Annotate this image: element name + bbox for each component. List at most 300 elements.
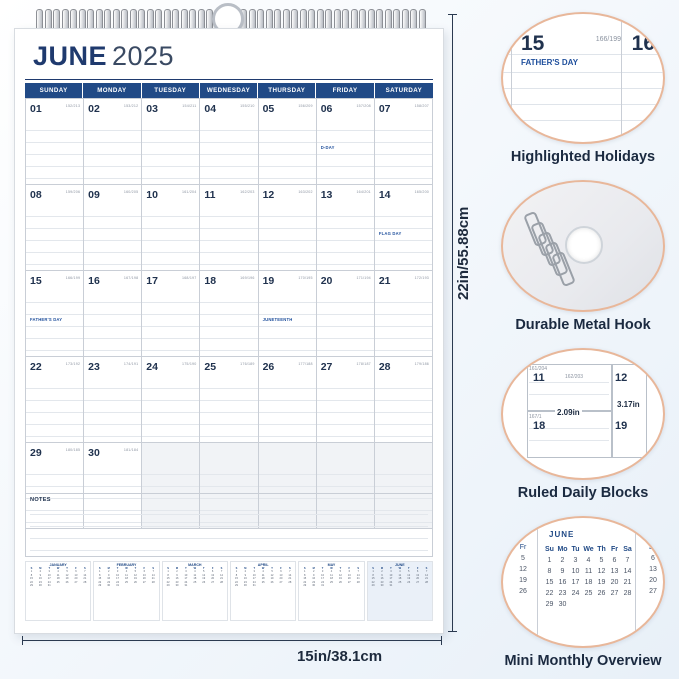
mini-day: 20 (279, 577, 283, 581)
mini-day: 21 (356, 577, 360, 581)
ruled-lines (259, 377, 316, 442)
mini-day: 12 (65, 573, 69, 577)
mini-day: 11 (56, 573, 60, 577)
feature-3-julian-18: 167/1 (529, 414, 542, 420)
ruled-lines (26, 377, 83, 442)
mini-weekday: M (380, 567, 384, 570)
ruled-lines (26, 119, 83, 184)
weekday-header-row (25, 83, 433, 98)
day-cell-24[interactable] (142, 357, 200, 443)
mini-day: 28 (356, 580, 360, 584)
mini-day: 4 (399, 570, 401, 574)
day-cell-13[interactable] (317, 185, 375, 271)
mini-day: 26 (338, 580, 342, 584)
mini-day: 17 (571, 579, 580, 586)
day-cell-12[interactable] (259, 185, 317, 271)
day-number: 19 (262, 275, 275, 287)
year-label: 2025 (111, 41, 175, 71)
mini-day: 11 (261, 573, 265, 577)
mini-weekday: T (271, 567, 273, 570)
mini-weekday: S (372, 567, 374, 570)
day-number: 20 (320, 275, 333, 287)
ruled-lines (317, 205, 374, 270)
mini-month-january[interactable] (25, 561, 91, 621)
mini-day: 15 (166, 577, 170, 581)
julian-date: 153/212 (123, 104, 139, 108)
mini-day: 22 (166, 580, 170, 584)
mini-day: 10 (116, 573, 120, 577)
julian-date: 155/210 (240, 104, 255, 108)
day-cell-18[interactable] (200, 271, 258, 357)
mini-day: 29 (371, 584, 375, 588)
metal-hook-icon (565, 226, 603, 264)
mini-day: 16 (243, 577, 247, 581)
notes-rule-line (30, 527, 428, 539)
mini-day: 5 (599, 557, 604, 564)
julian-date: 169/196 (240, 276, 255, 280)
mini-day: 14 (425, 573, 428, 577)
ruled-lines (375, 119, 432, 184)
mini-weekday: W (398, 567, 402, 570)
mini-day: 18 (125, 577, 128, 581)
mini-day: 17 (47, 577, 51, 581)
mini-weekday: M (244, 567, 247, 570)
mini-day: 2 (107, 570, 110, 574)
day-number: 07 (378, 103, 391, 115)
day-cell-21[interactable] (375, 271, 433, 357)
mini-day: 12 (202, 573, 206, 577)
mini-day: 3 (573, 557, 578, 564)
julian-date: 163/202 (298, 190, 313, 194)
mini-day: 23 (107, 580, 111, 584)
mini-day: 8 (547, 568, 552, 575)
mini-day: 3 (48, 570, 50, 574)
day-number: 26 (262, 361, 275, 373)
day-cell-01[interactable] (26, 99, 84, 185)
mini-weekday: S (357, 567, 360, 570)
mini-day: 8 (235, 573, 238, 577)
julian-date: 180/185 (65, 448, 81, 452)
mini-day: 17 (389, 577, 393, 581)
notes-label: NOTES (30, 497, 51, 503)
mini-day: 8 (99, 573, 101, 577)
mini-day: 15 (371, 577, 375, 581)
mini-day: 24 (571, 590, 580, 597)
mini-day (72, 584, 81, 587)
mini-day: 3 (185, 570, 187, 574)
holiday-label: FATHER'S DAY (30, 317, 63, 322)
mini-day: 20 (610, 579, 619, 586)
mini-day: 17 (252, 577, 256, 581)
mini-day: 9 (244, 573, 247, 577)
mini-day: 5 (271, 570, 273, 574)
mini-weekday: Th (597, 546, 606, 553)
mini-day (122, 584, 131, 587)
day-cell-22[interactable] (26, 357, 84, 443)
ruled-lines (259, 291, 316, 356)
mini-day: 11 (330, 573, 333, 577)
mini-day: 17 (184, 577, 188, 581)
mini-day: 26 (407, 580, 411, 584)
mini-day: 11 (398, 573, 402, 577)
ruled-lines (142, 291, 199, 356)
feature-1-day-left: 15 (521, 32, 545, 55)
mini-day: 6 (75, 570, 77, 574)
mini-month-march[interactable] (162, 561, 228, 621)
ruled-lines (200, 377, 257, 442)
julian-date: 179/186 (414, 362, 429, 366)
mini-day: 1 (30, 570, 33, 574)
day-cell-17[interactable] (142, 271, 200, 357)
feature-1-image (501, 12, 665, 144)
feature-ruled-daily-blocks (495, 348, 671, 501)
mini-day: 19 (202, 577, 206, 581)
mini-day: 8 (372, 573, 374, 577)
mini-day: 22 (371, 580, 375, 584)
mini-weekday: T (202, 567, 205, 570)
day-cell-07[interactable] (375, 99, 433, 185)
month-grid (25, 83, 433, 529)
day-cell-23[interactable] (84, 357, 142, 443)
day-number: 16 (88, 275, 100, 287)
mini-weekday: W (193, 567, 197, 570)
mini-weekday: T (66, 567, 68, 570)
day-number: 06 (320, 103, 333, 115)
day-cell-09[interactable] (84, 185, 142, 271)
month-label: JUNE (33, 41, 108, 71)
mini-day: 1 (547, 557, 552, 564)
mini-weekday: S (425, 567, 428, 570)
mini-weekday: S (98, 567, 101, 570)
mini-month-april[interactable] (230, 561, 296, 621)
day-number: 10 (146, 189, 158, 201)
mini-day: 4 (194, 570, 196, 574)
mini-left-cell: 19 (519, 577, 527, 584)
mini-day: 27 (610, 590, 619, 597)
julian-date: 164/201 (356, 190, 371, 194)
mini-day: 10 (184, 573, 188, 577)
mini-day: 18 (261, 577, 265, 581)
mini-day: 18 (330, 577, 333, 581)
ruled-lines (375, 205, 432, 270)
mini-month-june[interactable] (367, 561, 433, 621)
mini-day: 29 (303, 584, 307, 588)
mini-weekday: Su (545, 546, 554, 553)
julian-date: 161/204 (182, 190, 197, 194)
mini-month-title: JUNE (395, 563, 405, 567)
mini-day: 25 (261, 580, 265, 584)
mini-day (149, 584, 158, 587)
mini-day: 14 (83, 573, 87, 577)
mini-day (285, 584, 294, 587)
mini-day: 4 (330, 570, 333, 574)
mini-day: 6 (211, 570, 214, 574)
mini-day: 30 (312, 584, 316, 588)
day-cell-20[interactable] (317, 271, 375, 357)
mini-day: 19 (270, 577, 274, 581)
mini-day: 29 (30, 584, 33, 588)
ruled-lines (142, 205, 199, 270)
mini-day: 14 (623, 568, 632, 575)
holiday-label: D-DAY (320, 145, 335, 150)
mini-day (413, 584, 422, 587)
julian-date: 162/203 (240, 190, 255, 194)
mini-day: 13 (347, 573, 351, 577)
ruled-lines (26, 205, 83, 270)
ruled-lines (142, 119, 199, 184)
mini-day: 28 (288, 580, 292, 584)
mini-day: 4 (57, 570, 59, 574)
mini-day: 13 (610, 568, 619, 575)
mini-day: 22 (545, 590, 554, 597)
mini-day: 26 (202, 580, 206, 584)
mini-weekday: F (75, 567, 77, 570)
mini-day (354, 584, 363, 587)
mini-day: 15 (303, 577, 307, 581)
mini-weekday: Sa (623, 546, 632, 553)
mini-day: 6 (348, 570, 351, 574)
day-cell-11[interactable] (200, 185, 258, 271)
mini-day: 30 (175, 584, 179, 588)
mini-weekday: S (152, 567, 155, 570)
mini-month-may[interactable] (298, 561, 364, 621)
mini-day: 31 (252, 584, 256, 588)
mini-day: 17 (321, 577, 325, 581)
mini-day: 27 (211, 580, 215, 584)
ruled-lines (375, 377, 432, 442)
mini-day: 22 (303, 580, 307, 584)
mini-day (395, 584, 404, 587)
day-cell-02[interactable] (84, 99, 142, 185)
feature-4-mini-grid (543, 544, 634, 610)
mini-day: 14 (151, 573, 155, 577)
feature-durable-metal-hook (495, 180, 671, 333)
mini-day: 2 (176, 570, 178, 574)
julian-date: 154/211 (182, 104, 197, 108)
mini-day: 10 (389, 573, 393, 577)
day-cell-04[interactable] (200, 99, 258, 185)
mini-day: 21 (151, 577, 155, 581)
mini-weekday: Tu (571, 546, 580, 553)
mini-right-cell: Su (648, 544, 658, 551)
mini-weekday: S (220, 567, 223, 570)
mini-day: 7 (220, 570, 223, 574)
feature-4-month-label: JUNE (549, 530, 575, 539)
mini-day (277, 584, 286, 587)
mini-day: 12 (407, 573, 411, 577)
week-row (26, 99, 433, 185)
mini-month-title: MARCH (188, 563, 202, 567)
mini-weekday: W (330, 567, 333, 570)
ruled-lines (200, 119, 257, 184)
mini-day: 21 (623, 579, 632, 586)
day-cell-05[interactable] (259, 99, 317, 185)
mini-day: 1 (167, 570, 169, 574)
feature-3-day-11: 11 (533, 372, 545, 384)
mini-day: 27 (279, 580, 283, 584)
mini-day: 18 (193, 577, 197, 581)
page-title (33, 41, 174, 72)
mini-month-title: APRIL (257, 563, 269, 567)
weekday-header-sunday: SUNDAY (25, 83, 83, 98)
mini-day: 9 (39, 573, 42, 577)
day-number: 14 (378, 189, 391, 201)
ruled-lines (259, 119, 316, 184)
mini-day (199, 584, 208, 587)
mini-day: 10 (321, 573, 325, 577)
mini-day: 23 (38, 580, 42, 584)
day-cell-10[interactable] (142, 185, 200, 271)
day-number: 24 (146, 361, 158, 373)
feature-3-day-19: 19 (615, 420, 628, 432)
mini-weekday: S (84, 567, 86, 570)
mini-day: 13 (211, 573, 215, 577)
mini-weekday: S (303, 567, 306, 570)
mini-day: 6 (280, 570, 282, 574)
mini-day (259, 584, 268, 587)
day-cell-26[interactable] (259, 357, 317, 443)
day-number: 17 (146, 275, 158, 287)
mini-day: 3 (321, 570, 324, 574)
julian-date: 167/198 (123, 276, 139, 280)
mini-day: 5 (203, 570, 205, 574)
mini-day: 4 (262, 570, 264, 574)
mini-day: 28 (83, 580, 87, 584)
mini-weekday: W (261, 567, 265, 570)
feature-1-julian: 166/199 (595, 36, 621, 43)
day-number: 30 (88, 447, 100, 459)
mini-day: 2 (381, 570, 383, 574)
day-cell-14[interactable] (375, 185, 433, 271)
julian-date: 160/205 (123, 190, 139, 194)
mini-weekday: F (211, 567, 214, 570)
day-number: 01 (30, 103, 42, 115)
mini-day: 11 (584, 568, 593, 575)
feature-4-image (501, 516, 665, 648)
mini-day: 12 (270, 573, 274, 577)
day-number: 29 (30, 447, 42, 459)
mini-weekday: M (39, 567, 42, 570)
ruled-lines (84, 119, 141, 184)
julian-date: 177/188 (298, 362, 313, 366)
mini-day: 5 (408, 570, 410, 574)
mini-weekday: Fr (611, 546, 618, 553)
mini-weekday: S (167, 567, 169, 570)
mini-day: 21 (83, 577, 87, 581)
mini-day: 18 (56, 577, 60, 581)
day-cell-19[interactable] (259, 271, 317, 357)
notes-section (25, 493, 433, 557)
weekday-header-monday: MONDAY (83, 83, 141, 98)
day-cell-08[interactable] (26, 185, 84, 271)
mini-day: 12 (597, 568, 606, 575)
feature-3-julian-corner: 161/204 (529, 366, 548, 372)
mini-month-february[interactable] (93, 561, 159, 621)
mini-day: 20 (142, 577, 146, 581)
mini-day: 22 (30, 580, 33, 584)
mini-day: 27 (347, 580, 351, 584)
mini-weekday: T (253, 567, 256, 570)
ruled-lines (26, 291, 83, 356)
mini-day: 16 (558, 579, 567, 586)
mini-day: 26 (270, 580, 274, 584)
day-cell-28[interactable] (375, 357, 433, 443)
feature-3-width-measure: 2.09in (557, 408, 580, 417)
mini-day: 12 (338, 573, 342, 577)
mini-day: 19 (407, 577, 411, 581)
day-cell-27[interactable] (317, 357, 375, 443)
mini-day: 13 (279, 573, 283, 577)
day-number: 21 (378, 275, 391, 287)
day-number: 03 (146, 103, 158, 115)
mini-day: 5 (134, 570, 137, 574)
mini-day: 22 (98, 580, 102, 584)
day-cell-03[interactable] (142, 99, 200, 185)
mini-day: 16 (175, 577, 179, 581)
feature-2-caption: Durable Metal Hook (515, 317, 651, 333)
mini-day: 29 (98, 584, 102, 588)
mini-day: 2 (312, 570, 315, 574)
feature-2-image (501, 180, 665, 312)
mini-weekday: S (235, 567, 238, 570)
mini-day: 27 (74, 580, 78, 584)
feature-1-caption: Highlighted Holidays (510, 149, 656, 165)
mini-day: 2 (244, 570, 247, 574)
ruled-lines (375, 291, 432, 356)
holiday-label: FLAG DAY (378, 231, 402, 236)
mini-day: 21 (288, 577, 292, 581)
day-cell-16[interactable] (84, 271, 142, 357)
mini-day (217, 584, 226, 587)
mini-weekday: F (416, 567, 419, 570)
day-cell-06[interactable] (317, 99, 375, 185)
day-cell-15[interactable] (26, 271, 84, 357)
feature-4-right-column (641, 542, 665, 597)
mini-right-cell: 20 (649, 577, 657, 584)
day-number: 28 (378, 361, 391, 373)
julian-date: 171/194 (356, 276, 371, 280)
mini-day: 24 (389, 580, 393, 584)
mini-day: 18 (398, 577, 402, 581)
mini-day: 14 (220, 573, 223, 577)
calendar-page (14, 28, 444, 634)
mini-weekday: T (134, 567, 137, 570)
mini-right-cell: 13 (649, 566, 657, 573)
mini-day: 26 (133, 580, 137, 584)
week-row (26, 271, 433, 357)
mini-weekday: F (143, 567, 146, 570)
title-divider (25, 79, 433, 80)
mini-day: 19 (338, 577, 342, 581)
day-cell-25[interactable] (200, 357, 258, 443)
mini-day: 15 (545, 579, 554, 586)
feature-highlighted-holidays (495, 12, 671, 165)
julian-date: 181/184 (123, 448, 139, 452)
mini-day: 25 (330, 580, 333, 584)
mini-day: 28 (425, 580, 428, 584)
mini-day: 30 (558, 601, 567, 608)
mini-day: 1 (99, 570, 101, 574)
julian-date: 152/213 (65, 104, 81, 108)
mini-month-strip (25, 561, 433, 621)
mini-day: 6 (143, 570, 146, 574)
mini-day: 24 (321, 580, 325, 584)
mini-day: 23 (243, 580, 247, 584)
mini-day: 7 (84, 570, 86, 574)
julian-date: 156/209 (298, 104, 313, 108)
mini-weekday: M (312, 567, 315, 570)
mini-day: 13 (74, 573, 78, 577)
